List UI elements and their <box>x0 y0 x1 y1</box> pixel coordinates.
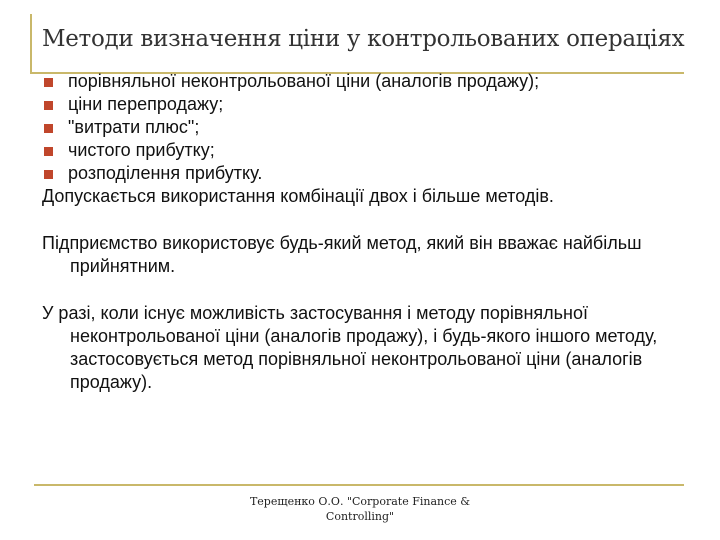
method-choice-paragraph: Підприємство використовує будь-який метод, який він вважає найбільш прийнятним. <box>42 233 642 276</box>
list-item <box>42 162 682 185</box>
list-item-text: чистого прибутку; <box>68 140 215 160</box>
combination-paragraph: Допускається використання комбінації двох і більше методів. <box>42 186 554 206</box>
square-bullet-icon <box>44 147 53 156</box>
title-left-rule <box>30 14 32 72</box>
list-item-text: порівняльної неконтрольованої ціни (аналогів продажу); <box>68 71 540 91</box>
square-bullet-icon <box>44 101 53 110</box>
list-item <box>42 139 682 162</box>
square-bullet-icon <box>44 78 53 87</box>
priority-method-paragraph: У разі, коли існує можливість застосування і методу порівняльної неконтрольованої ціни (аналогів продажу), і будь-якого іншого методу, застосовується метод порівняльної неконтрольованої ціни (аналогів продажу). <box>42 303 658 392</box>
square-bullet-icon <box>44 124 53 133</box>
square-bullet-icon <box>44 170 53 179</box>
methods-list <box>42 70 682 185</box>
list-item-text: "витрати плюс"; <box>68 117 200 137</box>
list-item-text: ціни перепродажу; <box>68 94 224 114</box>
footer-credit <box>240 494 480 524</box>
list-item-text: розподілення прибутку. <box>68 163 263 183</box>
list-item <box>42 93 682 116</box>
slide-title: Методи визначення ціни у контрольованих операціях <box>42 26 685 52</box>
list-item <box>42 116 682 139</box>
footer-line-2: Controlling" <box>325 510 395 523</box>
footer-rule <box>34 484 684 486</box>
list-item <box>42 70 682 93</box>
slide-content <box>42 70 682 394</box>
footer-line-1: Терещенко О.О. "Corporate Finance & <box>249 495 471 508</box>
